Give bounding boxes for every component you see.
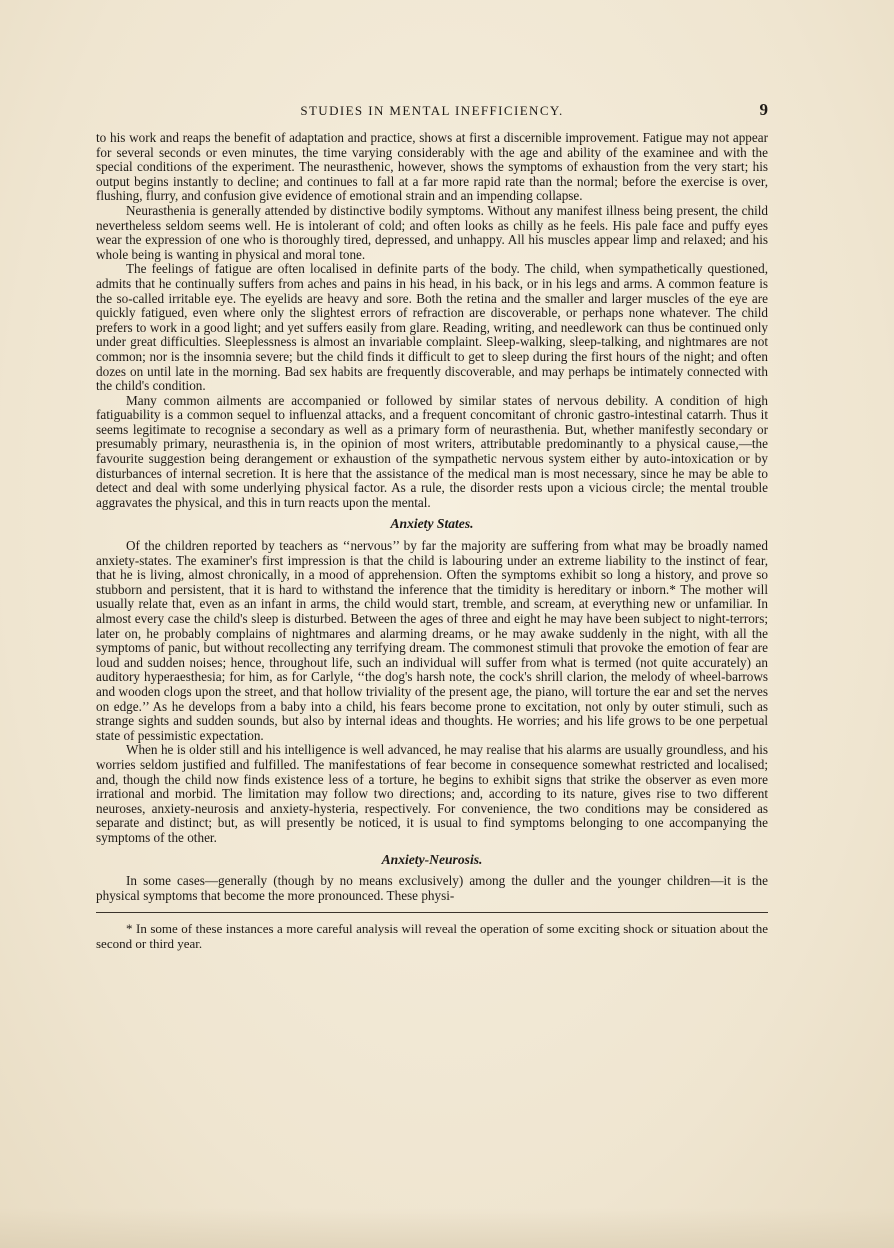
section-heading-anxiety-neurosis: Anxiety-Neurosis. — [381, 851, 483, 867]
section-heading-anxiety-states: Anxiety States. — [390, 516, 474, 532]
running-head: STUDIES IN MENTAL INEFFICIENCY. — [300, 103, 564, 118]
footnote-rule — [96, 912, 768, 913]
footnote: * In some of these instances a more careful analysis will reveal the operation of some exciting shock or situation about the second or third year. — [96, 921, 768, 951]
paragraph: In some cases—generally (though by no means exclusively) among the duller and the younger children—it is the physical symptoms that become the more pronounced. These physi- — [96, 873, 768, 903]
paragraph: The feelings of fatigue are often localised in definite parts of the body. The child, when sympathetically questioned, admits that he continually suffers from aches and pains in his head, in his back, or in his legs and arms. A common feature is the so-called irritable eye. The eyelids are heavy and sore. Both the retina and the smaller and larger muscles of the eye are quickly fatigued, even where only the slightest errors of refraction are discoverable, or perhaps none whatever. The child prefers to work in a good light; and yet suffers easily from glare. Reading, writing, and needlework can thus be continued only under great difficulties. Sleeplessness is almost an invariable complaint. Sleep-walking, sleep-talking, and nightmares are not common; nor is the insomnia severe; but the child finds it difficult to get to sleep during the first hours of the night; and often dozes on until late in the morning. Bad sex habits are frequently discoverable, and may perhaps be intimately connected with the child's condition. — [96, 261, 768, 394]
page-header — [96, 100, 768, 122]
paragraph: Many common ailments are accompanied or followed by similar states of nervous debility. A condition of high fatiguability is a common sequel to influenzal attacks, and a frequent concomitant of chronic gastro-intestinal catarrh. Thus it seems legitimate to recognise a secondary as well as a primary form of neurasthenia. But, whether manifestly secondary or presumably primary, neurasthenia is, in the opinion of most writers, attributable predominantly to a physical cause,—the favourite suggestion being derangement or exhaustion of the sympathetic nervous system either by auto-intoxication or by disturbances of internal secretion. It is here that the assistance of the medical man is most necessary, since he may be able to detect and deal with some underlying physical factor. As a rule, the disorder rests upon a vicious circle; the mental trouble aggravates the physical, and this in turn reacts upon the mental. — [96, 392, 768, 510]
page-number: 9 — [759, 100, 768, 119]
paragraph: Neurasthenia is generally attended by distinctive bodily symptoms. Without any manifest illness being present, the child nevertheless seldom seems well. He is intolerant of cold; and often looks as chilly as he feels. His pale face and puffy eyes wear the expression of one who is thoroughly tired, depressed, and unhappy. All his muscles appear limp and relaxed; and his whole being is wanting in physical and moral tone. — [96, 202, 768, 262]
paragraph: When he is older still and his intelligence is well advanced, he may realise that his alarms are usually groundless, and his worries seldom justified and fulfilled. The manifestations of fear become in consequence somewhat restricted and localised; and, though the child now finds existence less of a torture, he begins to exhibit signs that strike the observer as even more irrational and morbid. The limitation may follow two directions; and, according to its nature, gives rise to two different neuroses, anxiety-neurosis and anxiety-hysteria, respectively. For convenience, the two conditions may be considered as separate and distinct; but, as will presently be noticed, it is usual to find symptoms belonging to one accompanying the symptoms of the other. — [96, 742, 768, 845]
paragraph: to his work and reaps the benefit of adaptation and practice, shows at first a discernible improvement. Fatigue may not appear for several seconds or even minutes, the time varying considerably with the age and ability of the examinee and with the special conditions of the experiment. The neurasthenic, however, shows the symptoms of exhaustion from the very start; his output begins instantly to decline; and continues to fall at a far more rapid rate than the normal; before the exercise is over, flushing, flurry, and confusion give evidence of emotional strain and an impending collapse. — [96, 130, 768, 204]
body-text — [96, 131, 768, 951]
paragraph: Of the children reported by teachers as ‘‘nervous’’ by far the majority are suffering from what may be broadly named anxiety-states. The examiner's first impression is that the child is labouring under an extreme liability to the instinct of fear, that he is living, almost chronically, in a mood of apprehension. Often the symptoms exhibit so long a history, and prove so stubborn and persistent, that it is hard to withstand the inference that the timidity is hereditary or inborn.* The mother will usually relate that, even as an infant in arms, the child would start, tremble, and scream, at everything new or unfamiliar. In almost every case the child's sleep is disturbed. Between the ages of three and eight he may have been subject to night-terrors; later on, he probably complains of nightmares and alarming dreams, or he may awake suddenly in the night, with all the symptoms of panic, but without recollecting any terrifying dream. The commonest stimuli that provoke the emotion of fear are loud and sudden noises; hence, throughout life, such an individual will suffer from what is termed (not quite accurately) an auditory hyperaesthesia; for him, as for Carlyle, ‘‘the dog's harsh note, the cock's shrill clarion, the melody of wheel-barrows and wooden clogs upon the street, and that hollow triviality of the present age, the piano, will torture the ear and set the nerves on edge.’’ As he develops from a baby into a child, his fears become prone to excitation, not only by outer stimuli, such as strange sights and sudden sounds, but also by internal ideas and thoughts. He worries; and his life grows to be one perpetual state of pessimistic expectation. — [96, 538, 768, 743]
